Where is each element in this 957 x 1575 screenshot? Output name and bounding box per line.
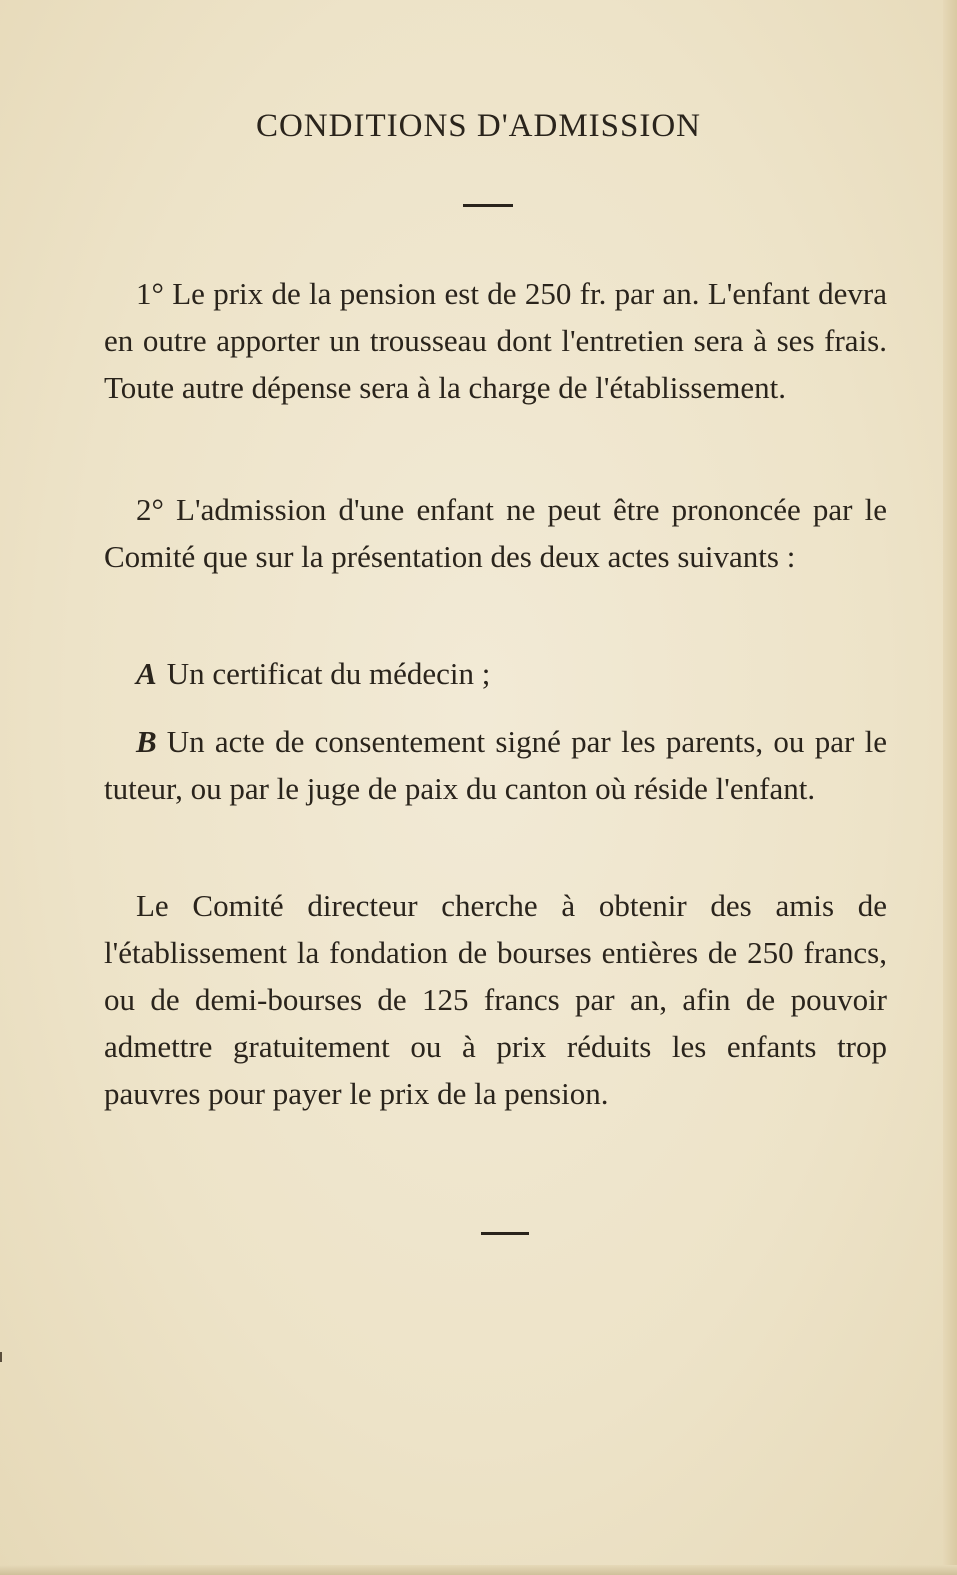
list-item-a-text: Un certificat du médecin ;	[166, 656, 491, 691]
list-item-b	[104, 718, 887, 812]
closing-divider	[481, 1232, 529, 1235]
list-letter-a: A	[136, 656, 157, 691]
paragraph-pension-price: 1° Le prix de la pension est de 250 fr. par an. L'enfant devra en outre apporter un trousseau dont l'entretien sera à ses frais. Toute autre dépense sera à la charge de l'établissement.	[104, 276, 887, 405]
list-item-b-text: Un acte de consentement signé par les parents, ou par le tuteur, ou par le juge de paix du canton où réside l'enfant.	[104, 724, 887, 806]
margin-mark	[0, 1352, 2, 1362]
page-bottom-edge	[0, 1565, 957, 1575]
paragraph-admission-requirements: 2° L'admission d'une enfant ne peut être prononcée par le Comité que sur la présentation des deux actes suivants :	[104, 492, 887, 574]
page-edge-shadow	[943, 0, 957, 1575]
title-divider	[463, 204, 513, 207]
paragraph-scholarships: Le Comité directeur cherche à obtenir des amis de l'établissement la fondation de bourses entières de 250 francs, ou de demi-bourses de 125 francs par an, afin de pouvoir admettre gratuitement ou à prix réduits les enfants trop pauvres pour payer le prix de la pension.	[104, 888, 887, 1111]
list-item-a	[104, 650, 887, 697]
page-title: CONDITIONS D'ADMISSION	[255, 108, 702, 145]
list-letter-b: B	[136, 724, 157, 759]
